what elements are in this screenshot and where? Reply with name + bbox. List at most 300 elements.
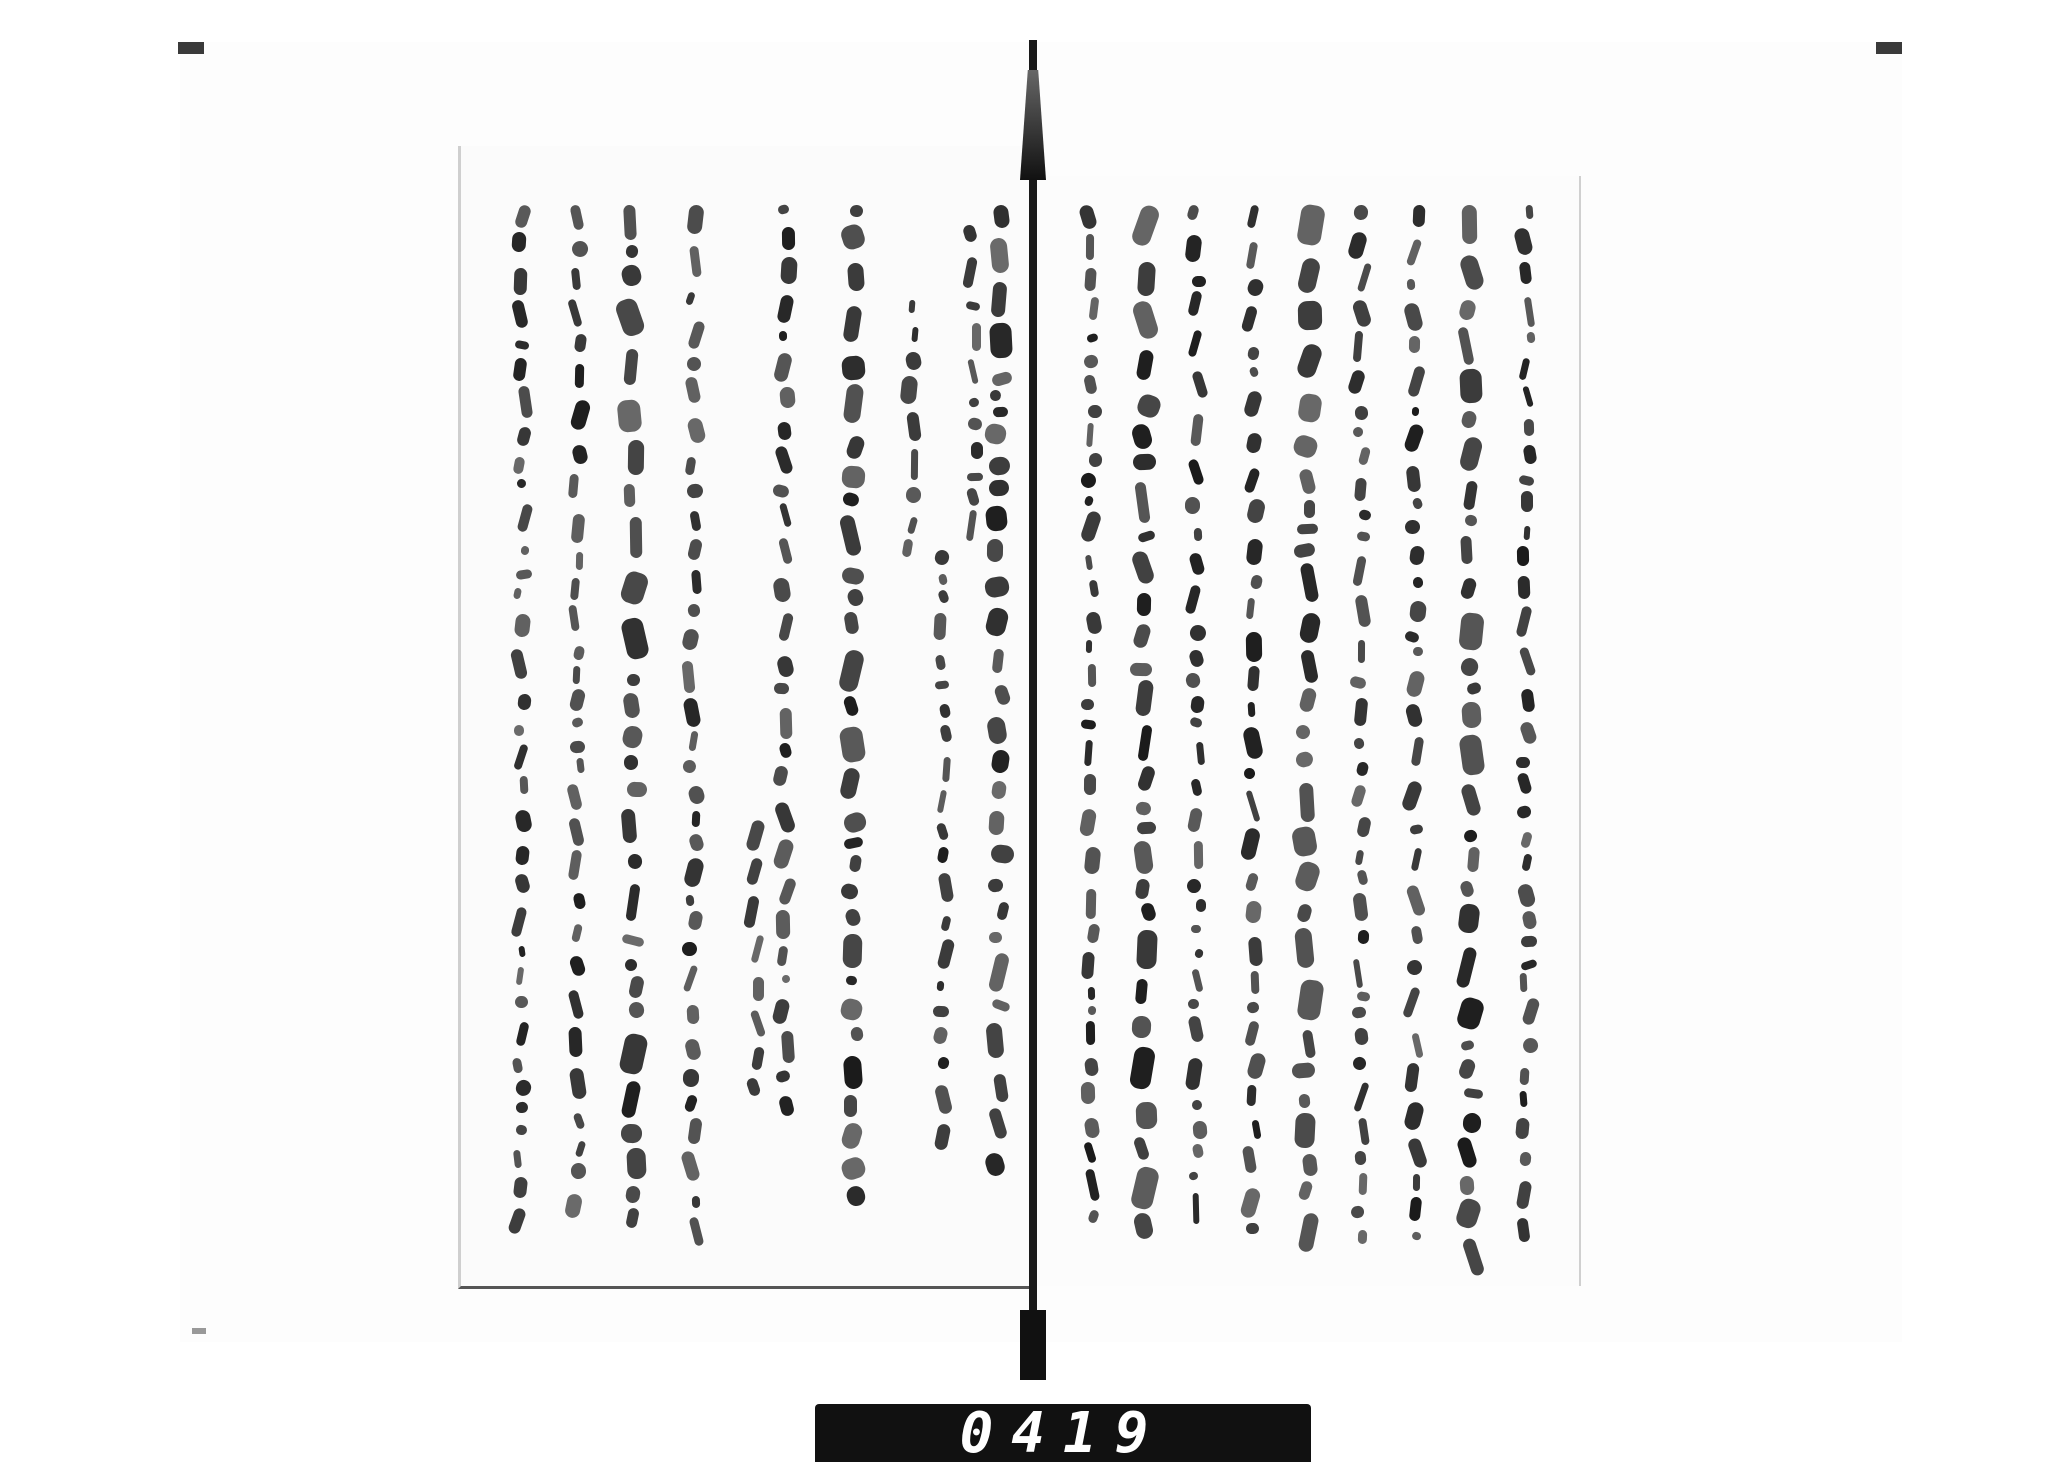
handwritten-column	[900, 300, 922, 555]
ink-stroke	[936, 846, 949, 864]
ink-stroke	[1400, 779, 1423, 812]
ink-stroke	[1187, 878, 1202, 893]
ink-stroke	[683, 1068, 699, 1086]
ink-stroke	[1193, 1120, 1209, 1139]
ink-stroke	[1239, 1186, 1262, 1219]
ink-stroke	[515, 845, 530, 865]
ink-stroke	[1463, 1088, 1483, 1100]
ink-stroke	[1354, 478, 1367, 502]
ink-stroke	[687, 910, 704, 931]
ink-stroke	[904, 351, 922, 371]
ink-stroke	[1522, 386, 1534, 408]
ink-stroke	[512, 357, 527, 381]
ink-stroke	[990, 282, 1007, 318]
ink-stroke	[932, 1026, 949, 1046]
ink-stroke	[933, 613, 946, 641]
handwritten-column	[932, 550, 954, 1150]
ink-stroke	[1191, 968, 1204, 992]
ink-stroke	[843, 836, 864, 850]
ink-stroke	[515, 1021, 530, 1047]
ink-stroke	[1358, 1230, 1368, 1244]
ink-stroke	[1411, 1033, 1424, 1059]
handwritten-column	[962, 225, 984, 520]
ink-stroke	[1410, 847, 1422, 871]
ink-stroke	[568, 474, 579, 499]
ink-stroke	[687, 1004, 700, 1024]
ink-stroke	[782, 227, 795, 251]
ink-stroke	[1355, 849, 1364, 865]
ink-stroke	[1412, 205, 1425, 228]
ink-stroke	[625, 1185, 642, 1204]
ink-stroke	[570, 717, 583, 729]
ink-stroke	[685, 292, 695, 306]
ink-stroke	[691, 1196, 699, 1209]
ink-stroke	[1298, 1093, 1310, 1108]
ink-stroke	[1084, 774, 1096, 795]
ink-stroke	[934, 680, 949, 689]
binding-rod	[1029, 40, 1037, 1345]
ink-stroke	[574, 334, 587, 354]
ink-stroke	[771, 998, 791, 1026]
ink-stroke	[1459, 656, 1480, 678]
ink-stroke	[971, 442, 983, 459]
ink-stroke	[962, 224, 978, 243]
ink-stroke	[844, 1095, 857, 1117]
handwritten-column	[1134, 205, 1156, 1240]
ink-stroke	[841, 491, 860, 508]
ink-stroke	[774, 445, 795, 476]
ink-stroke	[1404, 519, 1420, 534]
ink-stroke	[517, 693, 532, 710]
ink-stroke	[937, 981, 945, 991]
ink-stroke	[1355, 595, 1372, 629]
ink-stroke	[1458, 435, 1484, 473]
ink-stroke	[621, 724, 644, 749]
ink-stroke	[514, 725, 525, 737]
ink-stroke	[1359, 1172, 1368, 1195]
handwritten-column	[622, 205, 644, 1240]
ink-stroke	[1526, 205, 1534, 219]
ink-stroke	[988, 456, 1012, 477]
ink-stroke	[628, 975, 645, 999]
ink-stroke	[687, 1117, 702, 1145]
ink-stroke	[933, 549, 950, 567]
ink-stroke	[1402, 423, 1424, 454]
ink-stroke	[1246, 1223, 1259, 1234]
ink-stroke	[1299, 562, 1319, 603]
ink-stroke	[984, 606, 1010, 638]
ink-stroke	[516, 478, 526, 488]
ink-stroke	[839, 882, 860, 901]
ink-stroke	[1087, 1005, 1096, 1015]
scan-corner-mark	[1876, 42, 1902, 54]
ink-stroke	[1191, 370, 1208, 399]
ink-stroke	[1136, 1101, 1158, 1129]
ink-stroke	[1248, 701, 1256, 717]
ink-stroke	[1460, 409, 1478, 429]
ink-stroke	[1131, 299, 1160, 341]
ink-stroke	[680, 1150, 701, 1183]
ink-stroke	[1353, 204, 1368, 220]
ink-stroke	[1458, 611, 1484, 650]
ink-stroke	[1351, 1055, 1367, 1071]
ink-stroke	[777, 204, 790, 215]
ink-stroke	[1455, 1136, 1478, 1170]
handwritten-column	[1350, 205, 1372, 1245]
ink-stroke	[1086, 332, 1099, 343]
ink-stroke	[1188, 649, 1205, 669]
ink-stroke	[839, 997, 864, 1022]
ink-stroke	[1081, 698, 1095, 709]
ink-stroke	[911, 327, 918, 343]
ink-stroke	[1409, 545, 1426, 566]
handwritten-column	[1404, 205, 1426, 1245]
ink-stroke	[1413, 1174, 1421, 1192]
ink-stroke	[571, 268, 581, 291]
ink-stroke	[683, 1038, 701, 1062]
ink-stroke	[1192, 1100, 1203, 1111]
ink-stroke	[1524, 419, 1535, 437]
ink-stroke	[1190, 413, 1203, 446]
ink-stroke	[625, 1207, 640, 1229]
ink-stroke	[621, 808, 638, 843]
ink-stroke	[687, 538, 704, 561]
ink-stroke	[1294, 750, 1315, 769]
ink-stroke	[938, 589, 951, 604]
ink-stroke	[569, 204, 584, 230]
ink-stroke	[513, 1149, 522, 1168]
ink-stroke	[630, 517, 642, 558]
ink-stroke	[1079, 808, 1097, 837]
ink-stroke	[1244, 1020, 1260, 1047]
ink-stroke	[512, 457, 525, 476]
ink-stroke	[746, 1077, 762, 1098]
ink-stroke	[909, 300, 916, 313]
ink-stroke	[514, 613, 531, 638]
ink-stroke	[939, 703, 951, 719]
ink-stroke	[1241, 726, 1263, 760]
ink-stroke	[1356, 531, 1370, 542]
ink-stroke	[779, 708, 792, 739]
ink-stroke	[568, 849, 583, 881]
ink-stroke	[685, 457, 697, 477]
ink-stroke	[1084, 847, 1102, 876]
ink-stroke	[936, 1056, 950, 1071]
ink-stroke	[517, 385, 532, 418]
ink-stroke	[966, 300, 981, 311]
ink-stroke	[1247, 346, 1261, 361]
ink-stroke	[1294, 1113, 1316, 1149]
ink-stroke	[1184, 234, 1202, 262]
ink-stroke	[778, 877, 798, 906]
ink-stroke	[1188, 290, 1204, 316]
ink-stroke	[1521, 936, 1537, 948]
ink-stroke	[1462, 480, 1478, 510]
ink-stroke	[1353, 331, 1364, 363]
ink-stroke	[1406, 238, 1423, 266]
ink-stroke	[1246, 1001, 1261, 1014]
ink-stroke	[566, 783, 583, 811]
ink-stroke	[936, 789, 946, 812]
ink-stroke	[1130, 1165, 1161, 1210]
ink-stroke	[1409, 824, 1423, 835]
ink-stroke	[996, 901, 1010, 921]
ink-stroke	[1134, 978, 1147, 1004]
ink-stroke	[1516, 1217, 1530, 1242]
ink-stroke	[1358, 1117, 1370, 1145]
ink-stroke	[577, 758, 586, 774]
ink-stroke	[575, 1140, 587, 1158]
ink-stroke	[993, 683, 1012, 706]
ink-stroke	[1134, 680, 1153, 718]
ink-stroke	[1077, 203, 1097, 230]
ink-stroke	[573, 645, 585, 661]
ink-stroke	[1403, 301, 1425, 332]
ink-stroke	[514, 808, 533, 832]
ink-stroke	[772, 352, 793, 383]
ink-stroke	[844, 908, 862, 928]
ink-stroke	[689, 510, 701, 532]
ink-stroke	[992, 204, 1010, 229]
handwritten-column	[566, 205, 588, 1240]
ink-stroke	[1136, 765, 1156, 792]
ink-stroke	[684, 376, 701, 404]
ink-stroke	[1088, 664, 1096, 687]
ink-stroke	[1187, 458, 1205, 486]
ink-stroke	[1517, 546, 1529, 566]
ink-stroke	[1088, 297, 1099, 320]
ink-stroke	[1405, 465, 1421, 492]
ink-stroke	[1461, 701, 1481, 728]
ink-stroke	[989, 237, 1010, 274]
ink-stroke	[1411, 496, 1423, 509]
handwritten-column	[1242, 205, 1264, 1240]
ink-stroke	[1245, 431, 1262, 454]
ink-stroke	[1252, 1119, 1262, 1139]
ink-stroke	[1457, 1057, 1477, 1081]
handwritten-column	[1459, 205, 1481, 1250]
ink-stroke	[620, 1080, 642, 1120]
ink-stroke	[838, 648, 867, 693]
ink-stroke	[987, 952, 1010, 993]
ink-stroke	[935, 654, 947, 671]
ink-stroke	[1408, 335, 1420, 352]
ink-stroke	[689, 731, 699, 752]
ink-stroke	[1458, 298, 1477, 321]
ink-stroke	[1137, 529, 1156, 542]
ink-stroke	[1088, 404, 1102, 417]
ink-stroke	[687, 603, 701, 618]
ink-stroke	[515, 996, 528, 1008]
ink-stroke	[1352, 892, 1368, 921]
book-binding	[1020, 40, 1046, 1345]
ink-stroke	[933, 1084, 953, 1115]
ink-stroke	[628, 1001, 645, 1019]
ink-stroke	[986, 716, 1008, 746]
ink-stroke	[509, 648, 528, 680]
ink-stroke	[623, 349, 639, 386]
ink-stroke	[1193, 528, 1202, 541]
ink-stroke	[572, 892, 586, 910]
ink-stroke	[681, 941, 697, 955]
ink-stroke	[1189, 716, 1204, 729]
ink-stroke	[683, 1094, 698, 1113]
ink-stroke	[1086, 1021, 1095, 1045]
ink-stroke	[519, 776, 528, 795]
ink-stroke	[1194, 841, 1203, 870]
ink-stroke	[1355, 1151, 1368, 1166]
ink-stroke	[1298, 468, 1317, 496]
ink-stroke	[937, 872, 954, 903]
ink-stroke	[564, 1192, 584, 1219]
ink-stroke	[625, 884, 640, 922]
binding-bottom-cap	[1020, 1310, 1046, 1380]
ink-stroke	[1297, 1180, 1313, 1202]
ink-stroke	[687, 320, 706, 350]
ink-stroke	[962, 257, 977, 289]
ink-stroke	[1293, 542, 1316, 559]
ink-stroke	[1086, 422, 1094, 447]
ink-stroke	[988, 811, 1004, 836]
ink-stroke	[511, 299, 529, 329]
ink-stroke	[939, 724, 952, 743]
ink-stroke	[984, 422, 1008, 446]
ink-stroke	[1516, 772, 1532, 795]
ink-stroke	[1524, 526, 1531, 540]
ink-stroke	[1457, 903, 1481, 934]
ink-stroke	[687, 204, 705, 234]
ink-stroke	[850, 1026, 864, 1042]
ink-stroke	[775, 654, 795, 678]
ink-stroke	[839, 1154, 868, 1182]
ink-stroke	[1406, 1137, 1428, 1169]
ink-stroke	[511, 906, 528, 937]
ink-stroke	[568, 1027, 582, 1058]
ink-stroke	[1133, 453, 1156, 470]
ink-stroke	[692, 810, 700, 827]
handwritten-column	[510, 205, 532, 1240]
ink-stroke	[574, 364, 583, 388]
ink-stroke	[1130, 549, 1156, 585]
ink-stroke	[1187, 807, 1203, 833]
ink-stroke	[570, 740, 585, 753]
ink-stroke	[1136, 930, 1157, 970]
ink-stroke	[1353, 737, 1365, 749]
ink-stroke	[840, 1121, 865, 1151]
ink-stroke	[682, 697, 701, 728]
ink-stroke	[1135, 801, 1152, 816]
ink-stroke	[1191, 275, 1205, 286]
ink-stroke	[513, 1176, 528, 1198]
ink-stroke	[781, 1030, 795, 1062]
ink-stroke	[1247, 666, 1260, 692]
ink-stroke	[1243, 390, 1264, 419]
ink-stroke	[1405, 703, 1424, 728]
ink-stroke	[1298, 300, 1323, 330]
ink-stroke	[991, 370, 1013, 387]
ink-stroke	[1460, 369, 1484, 403]
ink-stroke	[516, 503, 533, 533]
ink-stroke	[623, 692, 642, 719]
ink-stroke	[902, 538, 914, 557]
ink-stroke	[1352, 426, 1364, 437]
ink-stroke	[743, 895, 760, 928]
ink-stroke	[1454, 1196, 1483, 1230]
ink-stroke	[987, 878, 1003, 892]
ink-stroke	[1140, 902, 1158, 923]
ink-stroke	[1188, 1171, 1199, 1181]
ink-stroke	[626, 782, 647, 798]
ink-stroke	[1520, 831, 1533, 849]
ink-stroke	[779, 502, 792, 527]
ink-stroke	[1353, 1082, 1369, 1112]
ink-stroke	[935, 822, 949, 841]
ink-stroke	[749, 1009, 765, 1038]
ink-stroke	[1130, 662, 1152, 676]
ink-stroke	[1402, 986, 1421, 1018]
handwritten-column	[842, 205, 864, 1210]
ink-stroke	[1196, 741, 1205, 764]
ink-stroke	[1519, 1090, 1528, 1107]
ink-stroke	[1245, 632, 1261, 662]
ink-stroke	[1245, 872, 1259, 892]
ink-stroke	[514, 204, 532, 229]
ink-stroke	[773, 800, 796, 834]
ink-stroke	[1412, 576, 1423, 588]
ink-stroke	[1084, 1057, 1099, 1076]
ink-stroke	[940, 915, 951, 931]
handwritten-column	[774, 205, 796, 1130]
ink-stroke	[842, 305, 862, 343]
ink-stroke	[1087, 923, 1101, 944]
ink-stroke	[1083, 1142, 1097, 1164]
ink-stroke	[1526, 332, 1535, 344]
ink-stroke	[1407, 365, 1427, 398]
ink-stroke	[1353, 958, 1364, 988]
ink-stroke	[514, 1078, 533, 1098]
ink-stroke	[842, 934, 862, 968]
ink-stroke	[1347, 230, 1369, 260]
ink-stroke	[1349, 676, 1367, 691]
ink-stroke	[988, 389, 1002, 403]
ink-stroke	[1137, 592, 1151, 615]
ink-stroke	[1519, 1068, 1529, 1086]
ink-stroke	[1409, 600, 1427, 623]
ink-stroke	[986, 1023, 1006, 1060]
ink-stroke	[843, 383, 865, 424]
ink-stroke	[1351, 298, 1372, 328]
ink-stroke	[1245, 789, 1260, 821]
ink-stroke	[839, 767, 861, 800]
ink-stroke	[969, 397, 981, 408]
handwritten-column	[1516, 205, 1538, 1250]
ink-stroke	[1460, 1039, 1474, 1050]
ink-stroke	[1405, 1063, 1420, 1094]
ink-stroke	[1130, 422, 1155, 451]
ink-stroke	[1136, 349, 1155, 381]
ink-stroke	[841, 566, 865, 586]
ink-stroke	[989, 322, 1013, 358]
ink-stroke	[513, 267, 527, 294]
ink-stroke	[1133, 1212, 1155, 1241]
ink-stroke	[1185, 497, 1200, 514]
ink-stroke	[1086, 234, 1094, 260]
ink-stroke	[1086, 889, 1096, 919]
ink-stroke	[966, 416, 983, 431]
ink-stroke	[1186, 204, 1200, 221]
handwritten-column	[1186, 205, 1208, 1240]
handwritten-column	[682, 205, 704, 1235]
